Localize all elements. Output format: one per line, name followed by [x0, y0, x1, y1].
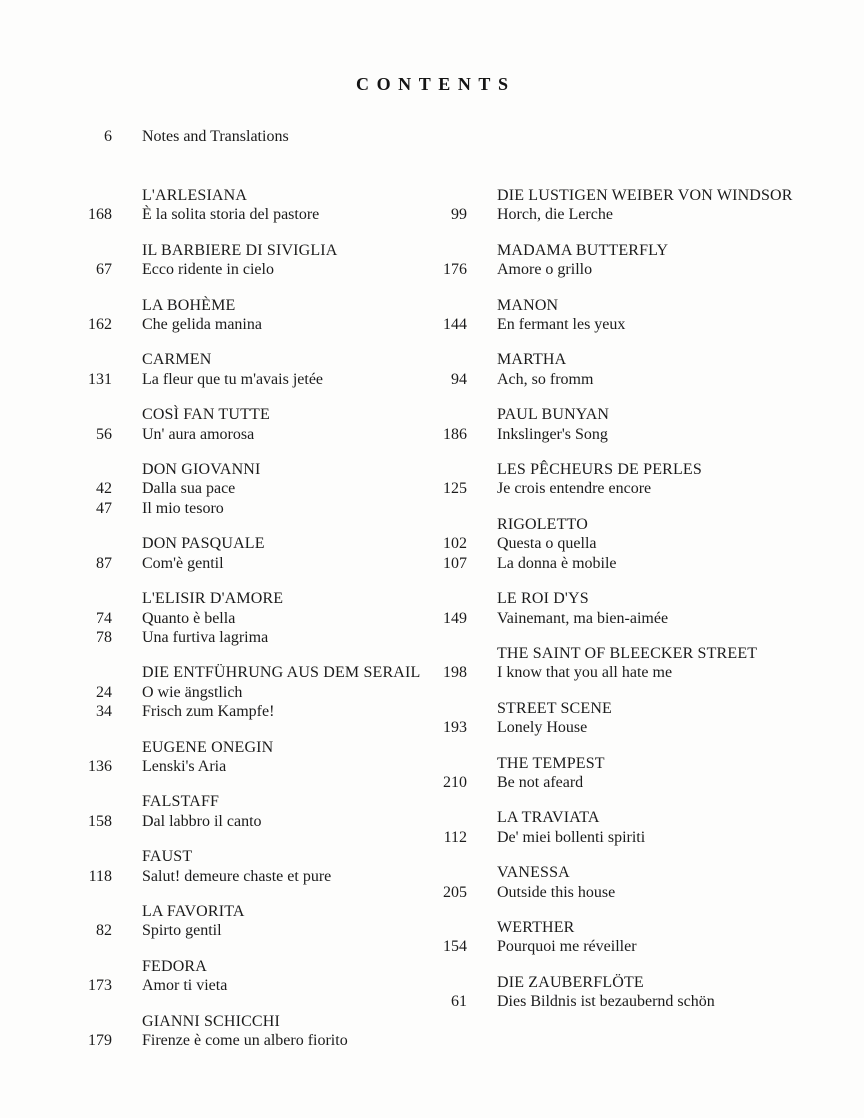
opera-title: CARMEN	[142, 351, 212, 369]
page-number-spacer	[397, 296, 467, 315]
aria-title: Frisch zum Kampfe!	[142, 703, 275, 721]
aria-entry-row	[397, 425, 837, 444]
aria-entry-row	[42, 609, 442, 628]
aria-entry-row	[397, 937, 837, 956]
aria-title: Spirto gentil	[142, 922, 222, 940]
aria-title: Dies Bildnis ist bezaubernd schön	[497, 993, 715, 1011]
aria-title: Vainemant, ma bien-aimée	[497, 609, 669, 627]
opera-group	[42, 847, 442, 886]
opera-title-row	[42, 296, 442, 315]
opera-title-row	[42, 186, 442, 205]
aria-title: I know that you all hate me	[497, 664, 673, 682]
opera-title: L'ARLESIANA	[142, 187, 248, 204]
opera-title-row	[42, 1012, 442, 1031]
opera-title-row	[397, 973, 837, 992]
aria-page-number: 118	[88, 867, 112, 885]
page-number-spacer	[397, 589, 467, 608]
opera-title-row	[42, 902, 442, 921]
opera-title-row	[397, 589, 837, 608]
opera-group	[42, 534, 442, 573]
opera-title: WERTHER	[497, 918, 575, 936]
page-number-spacer	[42, 792, 112, 811]
aria-title: Be not afeard	[497, 773, 584, 791]
aria-page-number: 42	[96, 480, 112, 498]
aria-page-number: 82	[96, 922, 112, 940]
page-number-spacer	[397, 808, 467, 827]
page-number-spacer	[42, 738, 112, 757]
opera-group	[42, 241, 442, 280]
aria-title: È la solita storia del pastore	[142, 206, 320, 224]
opera-title-row	[397, 350, 837, 369]
opera-title: DIE ZAUBERFLÖTE	[497, 973, 644, 991]
opera-group	[397, 589, 837, 628]
opera-title: DON PASQUALE	[142, 535, 265, 553]
aria-title: Amor ti vieta	[142, 977, 228, 995]
aria-page-number: 125	[443, 480, 467, 498]
aria-entry-row	[42, 757, 442, 776]
opera-title-row	[42, 792, 442, 811]
opera-title: GIANNI SCHICCHI	[142, 1012, 280, 1030]
opera-group	[397, 699, 837, 738]
aria-page-number: 61	[451, 993, 467, 1011]
aria-title: Firenze è come un albero fiorito	[142, 1032, 348, 1049]
opera-group	[42, 186, 442, 225]
aria-page-number: 102	[443, 535, 467, 553]
page-number-spacer	[42, 350, 112, 369]
aria-entry-row	[42, 425, 442, 444]
opera-title: THE TEMPEST	[497, 754, 605, 772]
page-number-spacer	[42, 296, 112, 315]
aria-page-number: 131	[88, 370, 112, 388]
aria-page-number: 144	[443, 316, 467, 334]
aria-page-number: 24	[96, 683, 112, 701]
aria-entry-row	[397, 554, 837, 573]
front-matter-row	[42, 127, 289, 146]
aria-page-number: 107	[443, 554, 467, 572]
aria-entry-row	[42, 479, 442, 498]
aria-entry-row	[42, 628, 442, 647]
opera-title: LA FAVORITA	[142, 902, 245, 920]
aria-entry-row	[42, 921, 442, 940]
opera-group	[397, 241, 837, 280]
aria-entry-row	[42, 205, 442, 224]
aria-title: Com'è gentil	[142, 554, 224, 572]
page-number-spacer	[42, 847, 112, 866]
aria-entry-row	[397, 260, 837, 279]
opera-title: EUGENE ONEGIN	[142, 738, 274, 756]
opera-title-row	[42, 534, 442, 553]
aria-page-number: 56	[96, 425, 112, 443]
aria-title: Questa o quella	[497, 535, 597, 553]
aria-page-number: 205	[443, 883, 467, 901]
opera-title: STREET SCENE	[497, 699, 612, 717]
opera-title: FALSTAFF	[142, 793, 220, 811]
aria-title: Quanto è bella	[142, 609, 236, 627]
aria-entry-row	[397, 479, 837, 498]
page-number-spacer	[397, 405, 467, 424]
aria-page-number: 186	[443, 425, 467, 443]
aria-title: Lonely House	[497, 719, 588, 737]
page-number-spacer	[397, 918, 467, 937]
aria-title: Dal labbro il canto	[142, 812, 262, 830]
aria-page-number: 74	[96, 609, 112, 627]
opera-title: FEDORA	[142, 957, 207, 975]
page-number-spacer	[397, 350, 467, 369]
page-number-spacer	[42, 663, 112, 682]
aria-title: Ach, so fromm	[497, 370, 594, 388]
aria-title: Amore o grillo	[497, 261, 593, 279]
aria-entry-row	[397, 315, 837, 334]
page-number-spacer	[42, 460, 112, 479]
aria-title: La fleur que tu m'avais jetée	[142, 370, 324, 388]
opera-title: MADAMA BUTTERFLY	[497, 241, 669, 259]
opera-title: L'ELISIR D'AMORE	[142, 590, 284, 608]
aria-entry-row	[397, 992, 837, 1011]
aria-title: Ecco ridente in cielo	[142, 261, 274, 279]
opera-group	[397, 405, 837, 444]
opera-group	[397, 863, 837, 902]
opera-title: DON GIOVANNI	[142, 461, 261, 479]
opera-title-row	[42, 663, 442, 682]
aria-page-number: 176	[443, 261, 467, 279]
opera-title-row	[397, 296, 837, 315]
page-title: CONTENTS	[356, 74, 516, 94]
opera-title: DIE ENTFÜHRUNG AUS DEM SERAIL	[142, 664, 421, 682]
aria-title: Dalla sua pace	[142, 480, 236, 498]
aria-entry-row	[397, 663, 837, 682]
opera-title-row	[397, 808, 837, 827]
aria-page-number: 168	[88, 206, 112, 224]
opera-group	[397, 644, 837, 683]
opera-group	[42, 902, 442, 941]
aria-entry-row	[42, 812, 442, 831]
opera-title-row	[42, 350, 442, 369]
opera-title: LA BOHÈME	[142, 296, 236, 314]
opera-title: MARTHA	[497, 351, 567, 369]
opera-title: PAUL BUNYAN	[497, 406, 610, 424]
opera-title-row	[397, 515, 837, 534]
aria-entry-row	[397, 370, 837, 389]
aria-page-number: 136	[88, 757, 112, 775]
opera-title-row	[397, 644, 837, 663]
opera-group	[397, 296, 837, 335]
aria-title: Je crois entendre encore	[497, 480, 652, 498]
opera-group	[42, 405, 442, 444]
opera-title-row	[42, 738, 442, 757]
aria-page-number: 154	[443, 938, 467, 956]
opera-title-row	[397, 460, 837, 479]
opera-group	[42, 296, 442, 335]
aria-title: En fermant les yeux	[497, 316, 626, 334]
page-number-spacer	[397, 699, 467, 718]
aria-page-number: 34	[96, 703, 112, 721]
aria-title: Lenski's Aria	[142, 757, 227, 775]
aria-title: O wie ängstlich	[142, 683, 243, 701]
opera-title: IL BARBIERE DI SIVIGLIA	[142, 241, 338, 259]
aria-page-number: 99	[451, 206, 467, 224]
opera-group	[397, 186, 837, 225]
page-number-spacer	[42, 405, 112, 424]
opera-title-row	[42, 241, 442, 260]
page-number-spacer	[397, 644, 467, 663]
aria-entry-row	[42, 260, 442, 279]
aria-page-number: 173	[88, 977, 112, 995]
opera-group	[397, 973, 837, 1012]
opera-title-row	[42, 405, 442, 424]
aria-entry-row	[397, 883, 837, 902]
opera-group	[397, 350, 837, 389]
opera-group	[397, 460, 837, 499]
aria-entry-row	[42, 554, 442, 573]
opera-title-row	[397, 186, 837, 205]
aria-page-number: 179	[88, 1032, 112, 1049]
page-number-spacer	[397, 754, 467, 773]
opera-group	[42, 957, 442, 996]
aria-page-number: 193	[443, 719, 467, 737]
aria-entry-row	[397, 828, 837, 847]
aria-title: Outside this house	[497, 883, 616, 901]
aria-page-number: 210	[443, 773, 467, 791]
front-matter-page-number: 6	[104, 128, 112, 145]
opera-title-row	[397, 405, 837, 424]
opera-title-row	[42, 957, 442, 976]
aria-entry-row	[42, 702, 442, 721]
aria-page-number: 158	[88, 812, 112, 830]
page-number-spacer	[397, 863, 467, 882]
page-number-spacer	[42, 589, 112, 608]
front-matter-label: Notes and Translations	[142, 128, 289, 145]
opera-group	[42, 1012, 442, 1051]
aria-entry-row	[42, 370, 442, 389]
aria-page-number: 87	[96, 554, 112, 572]
opera-title: FAUST	[142, 848, 193, 866]
aria-page-number: 67	[96, 261, 112, 279]
toc-column-right	[397, 186, 837, 1028]
aria-title: La donna è mobile	[497, 554, 617, 572]
aria-entry-row	[42, 1031, 442, 1050]
opera-title: COSÌ FAN TUTTE	[142, 406, 270, 424]
aria-title: De' miei bollenti spiriti	[497, 828, 646, 846]
aria-page-number: 94	[451, 370, 467, 388]
opera-group	[42, 792, 442, 831]
aria-page-number: 149	[443, 609, 467, 627]
page-number-spacer	[42, 1012, 112, 1031]
opera-title-row	[397, 241, 837, 260]
opera-title-row	[42, 589, 442, 608]
aria-title: Un' aura amorosa	[142, 425, 255, 443]
aria-entry-row	[397, 773, 837, 792]
opera-title-row	[397, 918, 837, 937]
aria-entry-row	[397, 718, 837, 737]
aria-entry-row	[397, 534, 837, 553]
aria-entry-row	[397, 205, 837, 224]
aria-entry-row	[42, 499, 442, 518]
opera-group	[397, 515, 837, 573]
toc-column-left	[42, 186, 442, 1066]
aria-title: Una furtiva lagrima	[142, 628, 269, 646]
page-number-spacer	[397, 973, 467, 992]
aria-page-number: 78	[96, 628, 112, 646]
opera-group	[397, 754, 837, 793]
opera-title: VANESSA	[497, 864, 570, 882]
opera-group	[42, 589, 442, 647]
aria-title: Pourquoi me réveiller	[497, 938, 637, 956]
opera-title-row	[397, 754, 837, 773]
page-number-spacer	[397, 241, 467, 260]
opera-group	[397, 808, 837, 847]
opera-group	[42, 460, 442, 518]
opera-group	[42, 350, 442, 389]
opera-title-row	[397, 863, 837, 882]
aria-page-number: 112	[443, 828, 467, 846]
aria-title: Salut! demeure chaste et pure	[142, 867, 332, 885]
opera-title: THE SAINT OF BLEECKER STREET	[497, 644, 758, 662]
aria-page-number: 47	[96, 499, 112, 517]
page-number-spacer	[42, 902, 112, 921]
page-number-spacer	[397, 515, 467, 534]
aria-entry-row	[42, 867, 442, 886]
opera-title: LES PÊCHEURS DE PERLES	[497, 461, 702, 479]
aria-entry-row	[42, 976, 442, 995]
opera-group	[397, 918, 837, 957]
opera-title-row	[42, 847, 442, 866]
opera-title: MANON	[497, 296, 559, 314]
page-number-spacer	[42, 534, 112, 553]
aria-title: Inkslinger's Song	[497, 425, 608, 443]
opera-title: LE ROI D'YS	[497, 590, 589, 608]
aria-page-number: 162	[88, 316, 112, 334]
opera-title: LA TRAVIATA	[497, 809, 600, 827]
aria-title: Che gelida manina	[142, 316, 262, 334]
opera-group	[42, 663, 442, 721]
aria-entry-row	[397, 609, 837, 628]
aria-title: Il mio tesoro	[142, 499, 224, 517]
page-number-spacer	[42, 186, 112, 205]
page-number-spacer	[42, 957, 112, 976]
aria-page-number: 198	[443, 664, 467, 682]
aria-entry-row	[42, 683, 442, 702]
aria-entry-row	[42, 315, 442, 334]
opera-title: DIE LUSTIGEN WEIBER VON WINDSOR	[497, 187, 793, 204]
opera-group	[42, 738, 442, 777]
opera-title-row	[397, 699, 837, 718]
aria-title: Horch, die Lerche	[497, 206, 613, 224]
page-number-spacer	[397, 186, 467, 205]
page-number-spacer	[42, 241, 112, 260]
opera-title-row	[42, 460, 442, 479]
page-number-spacer	[397, 460, 467, 479]
opera-title: RIGOLETTO	[497, 515, 588, 533]
